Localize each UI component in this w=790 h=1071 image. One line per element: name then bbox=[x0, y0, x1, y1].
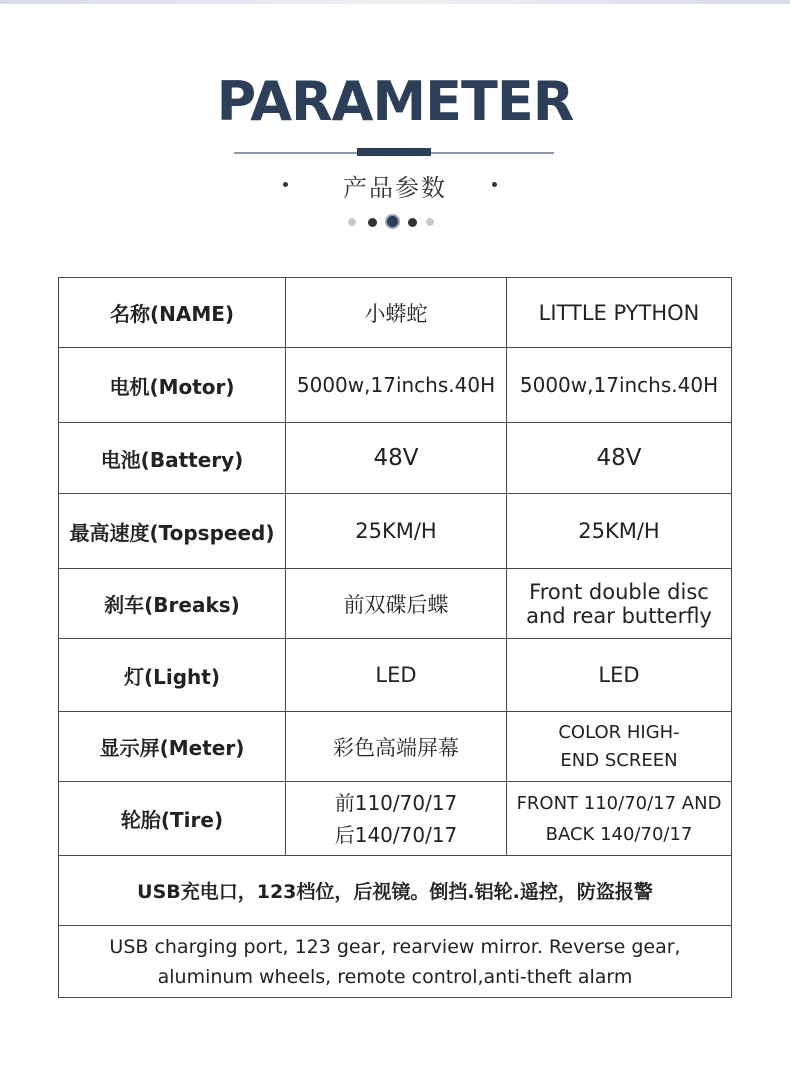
dot-4 bbox=[408, 218, 417, 227]
features-cn: USB充电口，123档位，后视镜。倒挡.铝轮.遥控，防盗报警 bbox=[59, 856, 732, 926]
row-label-topspeed: 最高速度(Topspeed) bbox=[59, 494, 286, 569]
row-label-breaks: 刹车(Breaks) bbox=[59, 569, 286, 639]
cell-battery-en: 48V bbox=[507, 423, 732, 494]
cell-topspeed-cn: 25KM/H bbox=[286, 494, 507, 569]
row-label-battery: 电池(Battery) bbox=[59, 423, 286, 494]
cell-meter-en bbox=[507, 712, 732, 782]
table-row bbox=[59, 569, 732, 639]
dot-1 bbox=[348, 218, 356, 226]
cell-motor-cn: 5000w,17inchs.40H bbox=[286, 348, 507, 423]
subtitle-row bbox=[0, 168, 790, 204]
cell-tire-cn-line2: 后140/70/17 bbox=[334, 822, 458, 847]
top-decorative-strip bbox=[0, 0, 790, 4]
dot-2 bbox=[368, 218, 377, 227]
cell-tire-en-line1: FRONT 110/70/17 AND bbox=[516, 792, 722, 814]
cell-tire-cn-line1: 前110/70/17 bbox=[334, 790, 458, 815]
cell-light-en: LED bbox=[507, 639, 732, 712]
cell-meter-en-line2: END SCREEN bbox=[560, 749, 678, 771]
cell-tire-cn bbox=[286, 782, 507, 856]
carousel-dots bbox=[0, 214, 790, 230]
page-title: PARAMETER bbox=[216, 70, 574, 133]
row-label-name: 名称(NAME) bbox=[59, 278, 286, 348]
subtitle-bullet-right bbox=[492, 182, 497, 187]
features-en bbox=[59, 926, 732, 998]
cell-breaks-en bbox=[507, 569, 732, 639]
dot-5 bbox=[426, 218, 434, 226]
row-label-meter: 显示屏(Meter) bbox=[59, 712, 286, 782]
cell-tire-en bbox=[507, 782, 732, 856]
cell-meter-en-line1: COLOR HIGH- bbox=[558, 721, 680, 743]
table-row bbox=[59, 712, 732, 782]
cell-breaks-en-line1: Front double disc bbox=[529, 579, 709, 604]
title-divider-accent bbox=[357, 148, 431, 156]
table-row bbox=[59, 494, 732, 569]
table-row bbox=[59, 856, 732, 926]
page-subtitle: 产品参数 bbox=[343, 174, 447, 202]
table-row bbox=[59, 782, 732, 856]
dot-3-active bbox=[385, 214, 400, 229]
row-label-tire: 轮胎(Tire) bbox=[59, 782, 286, 856]
features-en-line1: USB charging port, 123 gear, rearview mirror. Reverse gear, bbox=[109, 935, 681, 958]
table-row bbox=[59, 278, 732, 348]
table-row bbox=[59, 926, 732, 998]
cell-motor-en: 5000w,17inchs.40H bbox=[507, 348, 732, 423]
cell-breaks-en-line2: and rear butterfly bbox=[526, 603, 712, 628]
row-label-motor: 电机(Motor) bbox=[59, 348, 286, 423]
table-row bbox=[59, 348, 732, 423]
parameter-table bbox=[58, 277, 732, 998]
table-row bbox=[59, 639, 732, 712]
features-en-line2: aluminum wheels, remote control,anti-theft alarm bbox=[157, 965, 633, 988]
cell-breaks-cn: 前双碟后蝶 bbox=[286, 569, 507, 639]
cell-light-cn: LED bbox=[286, 639, 507, 712]
cell-meter-cn: 彩色高端屏幕 bbox=[286, 712, 507, 782]
cell-name-en: LITTLE PYTHON bbox=[507, 278, 732, 348]
cell-tire-en-line2: BACK 140/70/17 bbox=[545, 823, 693, 845]
cell-battery-cn: 48V bbox=[286, 423, 507, 494]
cell-name-cn: 小蟒蛇 bbox=[286, 278, 507, 348]
row-label-light: 灯(Light) bbox=[59, 639, 286, 712]
table-row bbox=[59, 423, 732, 494]
cell-topspeed-en: 25KM/H bbox=[507, 494, 732, 569]
